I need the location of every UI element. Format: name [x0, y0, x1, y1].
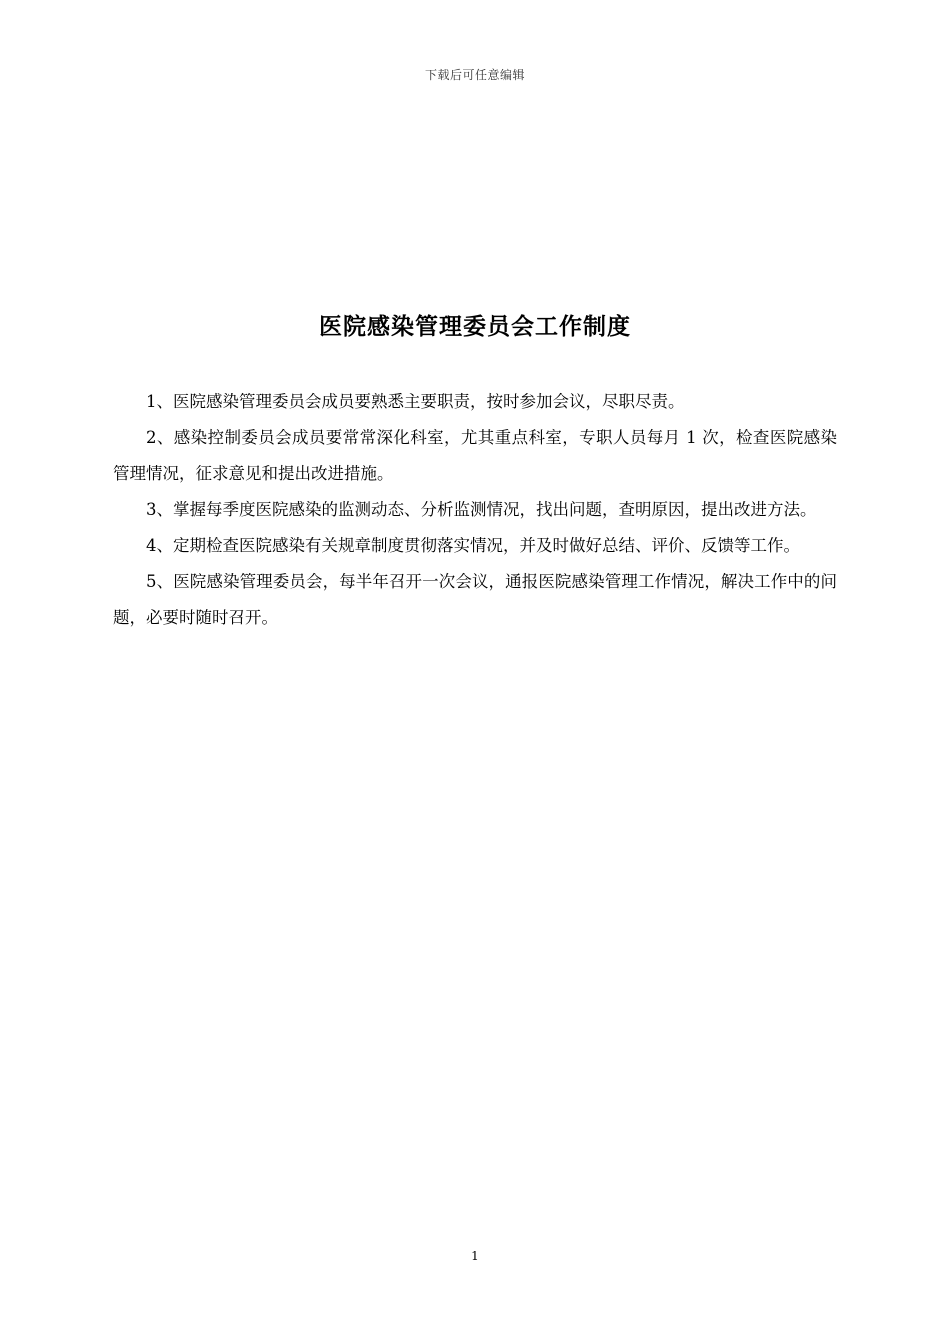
paragraph-2: 2、感染控制委员会成员要常常深化科室，尤其重点科室，专职人员每月 1 次，检查医院感染管理情况，征求意见和提出改进措施。: [113, 428, 837, 483]
paragraph-4: 4、定期检查医院感染有关规章制度贯彻落实情况，并及时做好总结、评价、反馈等工作。: [146, 536, 800, 555]
document-title: 医院感染管理委员会工作制度: [319, 314, 631, 340]
header-note: 下载后可任意编辑: [424, 68, 525, 82]
paragraph-1: 1、医院感染管理委员会成员要熟悉主要职责，按时参加会议，尽职尽责。: [146, 392, 685, 411]
paragraph-5: 5、医院感染管理委员会，每半年召开一次会议，通报医院感染管理工作情况，解决工作中的问题，必要时随时召开。: [113, 572, 837, 627]
page-number: 1: [471, 1249, 479, 1263]
paragraph-3: 3、掌握每季度医院感染的监测动态、分析监测情况，找出问题，查明原因，提出改进方法。: [146, 500, 817, 519]
document-body: [113, 384, 837, 636]
